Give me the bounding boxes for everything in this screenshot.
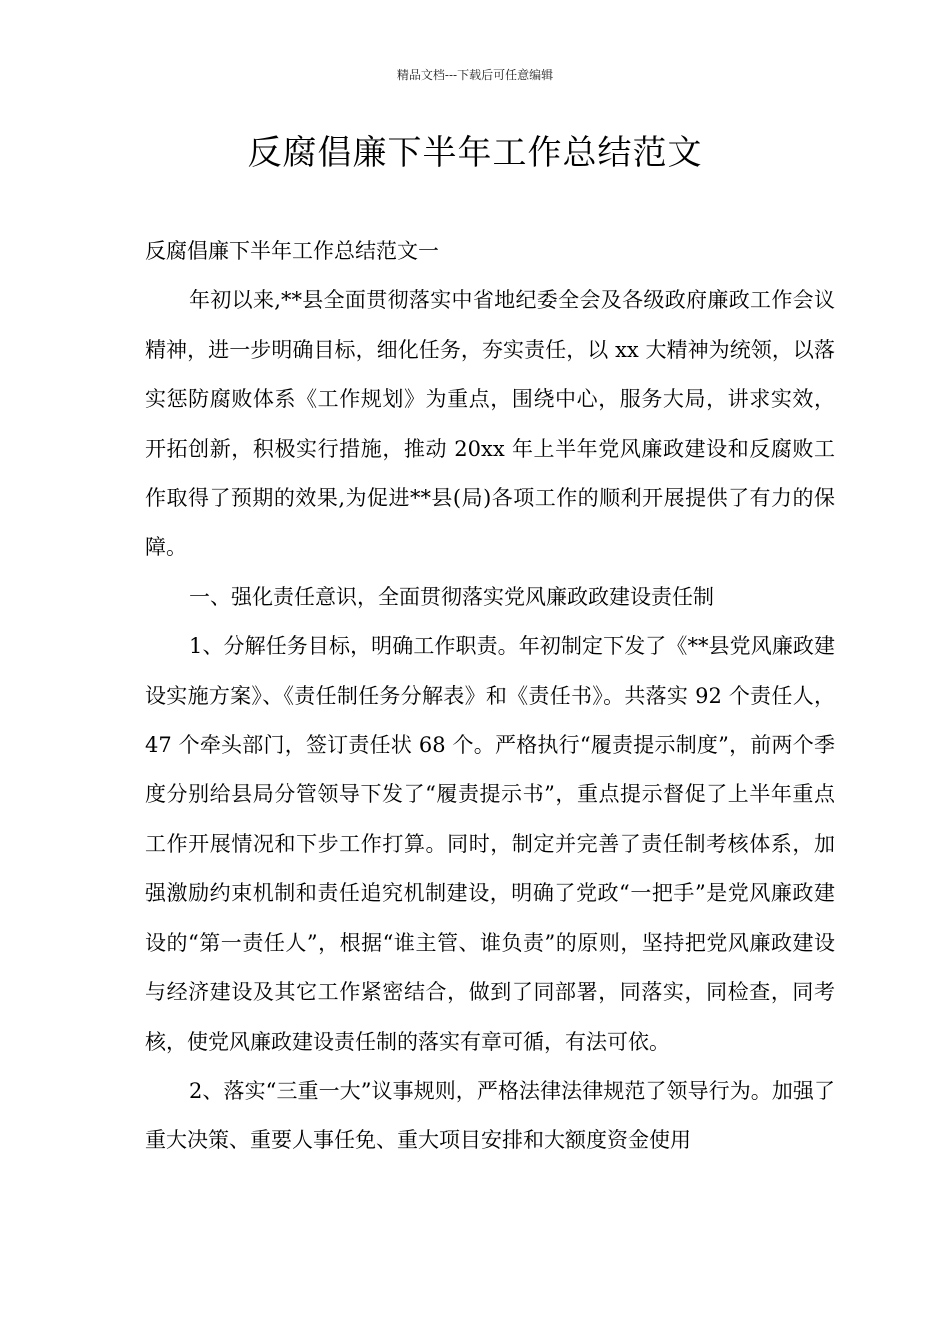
paragraph: 1、分解任务目标，明确工作职责。年初制定下发了《**县党风廉政建设实施方案》、《责任制任务分解表》和《责任书》。共落实 92 个责任人，47 个牵头部门，签订责任状 68 个。严格执行“履责提示制度”，前两个季度分别给县局分管领导下发了“履责提示书”，重点提示督促了上半年重点工作开展情况和下步工作打算。同时，制定并完善了责任制考核体系，加强激励约束机制和责任追究机制建设，明确了党政“一把手”是党风廉政建设的“第一责任人”，根据“谁主管、谁负责”的原则，坚持把党风廉政建设与经济建设及其它工作紧密结合，做到了同部署，同落实，同检查，同考核，使党风廉政建设责任制的落实有章可循，有法可依。 (145, 634, 835, 1054)
header-note: 精品文档---下载后可任意编辑 (396, 68, 554, 82)
document-body (145, 227, 835, 1166)
document-title: 反腐倡廉下半年工作总结范文 (247, 133, 703, 173)
paragraph: 年初以来,**县全面贯彻落实中省地纪委全会及各级政府廉政工作会议精神，进一步明确目标，细化任务，夯实责任，以 xx 大精神为统领，以落实惩防腐败体系《工作规划》为重点，围绕中心，服务大局，讲求实效，开拓创新，积极实行措施，推动 20xx 年上半年党风廉政建设和反腐败工作取得了预期的效果,为促进**县(局)各项工作的顺利开展提供了有力的保障。 (145, 288, 835, 560)
paragraph: 一、强化责任意识，全面贯彻落实党风廉政政建设责任制 (189, 584, 714, 609)
paragraph: 2、落实“三重一大”议事规则，严格法律法律规范了领导行为。加强了重大决策、重要人事任免、重大项目安排和大额度资金使用 (145, 1078, 835, 1153)
section-heading: 反腐倡廉下半年工作总结范文一 (145, 239, 439, 263)
